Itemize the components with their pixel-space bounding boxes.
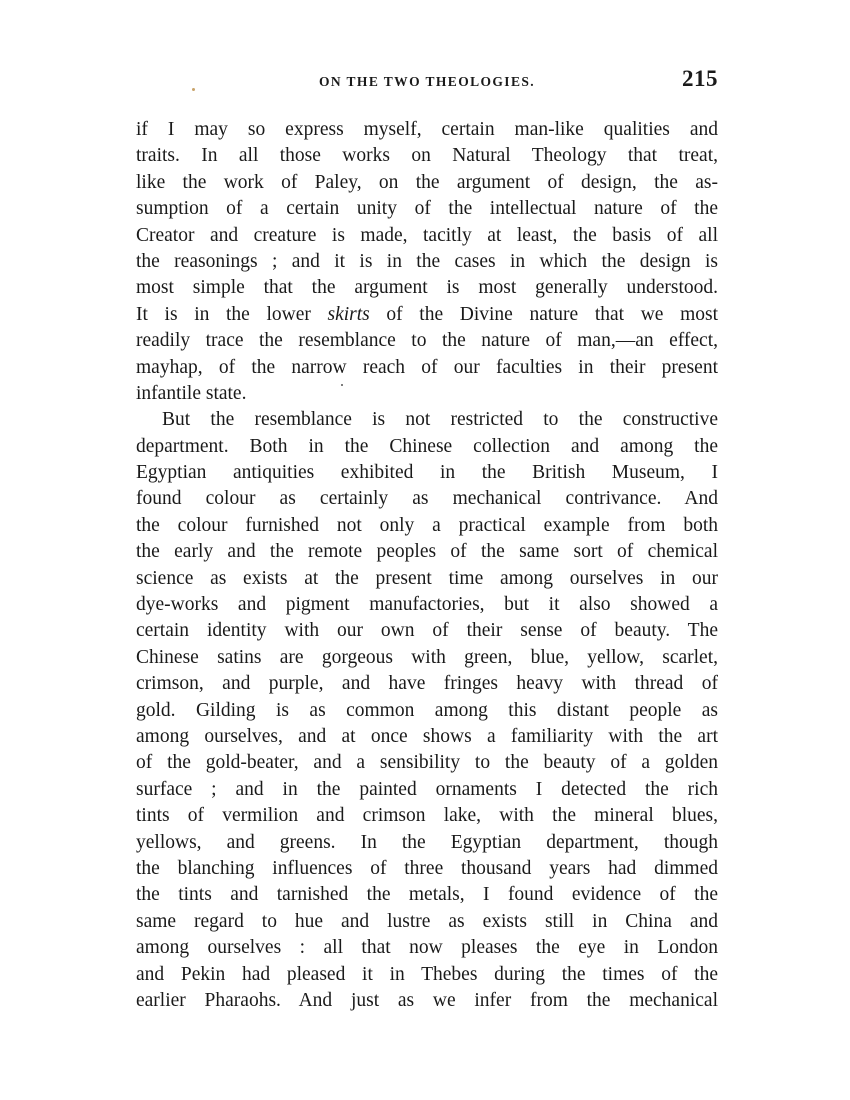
text-line — [136, 909, 718, 935]
text-segment: the early and the remote peoples of the same sort of chemical — [136, 541, 718, 563]
text-line — [136, 170, 718, 196]
text-line — [136, 882, 718, 908]
text-segment: gold. Gilding is as common among this distant people as — [136, 699, 718, 721]
text-line — [136, 486, 718, 512]
page-number: 215 — [682, 66, 718, 91]
text-line — [136, 935, 718, 961]
text-segment: dye-works and pigment manufactories, but it also showed a — [136, 594, 718, 616]
text-segment: and Pekin had pleased it in Thebes during the times of the — [136, 963, 718, 985]
text-line — [136, 143, 718, 169]
text-segment: among ourselves, and at once shows a familiarity with the art — [136, 725, 718, 747]
text-line — [136, 988, 718, 1014]
italic-emphasis: skirts — [327, 303, 370, 325]
text-line — [136, 275, 718, 301]
text-line — [136, 196, 718, 222]
text-segment: found colour as certainly as mechanical contrivance. And — [136, 488, 718, 510]
text-segment: most simple that the argument is most generally understood. — [136, 277, 718, 299]
text-segment: certain identity with our own of their sense of beauty. The — [136, 620, 718, 642]
text-line — [136, 856, 718, 882]
text-line — [136, 724, 718, 750]
text-segment: if I may so express myself, certain man-like qualities and — [136, 119, 718, 140]
text-line — [136, 566, 718, 592]
text-segment: It is in the lower — [136, 303, 328, 325]
text-segment: the reasonings ; and it is in the cases in which the design is — [136, 250, 718, 272]
running-title: ON THE TWO THEOLOGIES. — [318, 74, 536, 89]
text-line — [136, 513, 718, 539]
paragraph-first-line — [136, 407, 718, 433]
text-segment: But the resemblance is not restricted to the constructive — [162, 409, 718, 431]
text-segment: yellows, and greens. In the Egyptian department, though — [136, 831, 718, 853]
text-line — [136, 434, 718, 460]
text-line — [136, 328, 718, 354]
text-segment: infantile state. — [136, 382, 247, 404]
text-segment: the colour furnished not only a practical example from both — [136, 514, 718, 536]
text-segment: surface ; and in the painted ornaments I detected the rich — [136, 778, 718, 800]
text-segment: Chinese satins are gorgeous with green, blue, yellow, scarlet, — [136, 646, 718, 668]
text-segment: the blanching influences of three thousand years had dimmed — [136, 857, 718, 879]
text-line — [136, 539, 718, 565]
text-segment: the tints and tarnished the metals, I found evidence of the — [136, 884, 718, 906]
text-line — [136, 302, 718, 328]
text-line — [136, 460, 718, 486]
text-segment: earlier Pharaohs. And just as we infer from the mechanical — [136, 989, 718, 1011]
text-line — [136, 645, 718, 671]
text-line — [136, 355, 718, 381]
text-line — [136, 223, 718, 249]
text-segment: science as exists at the present time among ourselves in our — [136, 567, 718, 589]
text-segment: among ourselves : all that now pleases the eye in London — [136, 937, 718, 959]
text-line — [136, 830, 718, 856]
text-line — [136, 249, 718, 275]
text-segment: like the work of Paley, on the argument of design, the as- — [136, 171, 718, 193]
text-line — [136, 618, 718, 644]
text-segment: Egyptian antiquities exhibited in the British Museum, I — [136, 462, 718, 484]
text-line — [136, 671, 718, 697]
text-segment: crimson, and purple, and have fringes heavy with thread of — [136, 673, 718, 695]
paragraph-last-line — [136, 381, 718, 407]
text-line — [136, 117, 718, 143]
text-segment: department. Both in the Chinese collection and among the — [136, 435, 718, 457]
text-line — [136, 750, 718, 776]
text-line — [136, 962, 718, 988]
body-text — [136, 117, 718, 1014]
text-segment: mayhap, of the narrow reach of our faculties in their present — [136, 356, 718, 378]
text-line — [136, 777, 718, 803]
ink-speck — [192, 88, 195, 91]
text-segment: of the Divine nature that we most — [369, 303, 718, 325]
text-segment: sumption of a certain unity of the intellectual nature of the — [136, 198, 718, 220]
text-line — [136, 803, 718, 829]
text-segment: readily trace the resemblance to the nature of man,—an effect, — [136, 330, 718, 352]
text-line — [136, 592, 718, 618]
text-segment: tints of vermilion and crimson lake, with the mineral blues, — [136, 805, 718, 827]
text-segment: same regard to hue and lustre as exists still in China and — [136, 910, 718, 932]
text-segment: of the gold-beater, and a sensibility to the beauty of a golden — [136, 752, 718, 774]
text-segment: traits. In all those works on Natural Theology that treat, — [136, 145, 718, 167]
running-head — [136, 66, 718, 96]
text-segment: Creator and creature is made, tacitly at least, the basis of all — [136, 224, 718, 246]
text-line — [136, 698, 718, 724]
